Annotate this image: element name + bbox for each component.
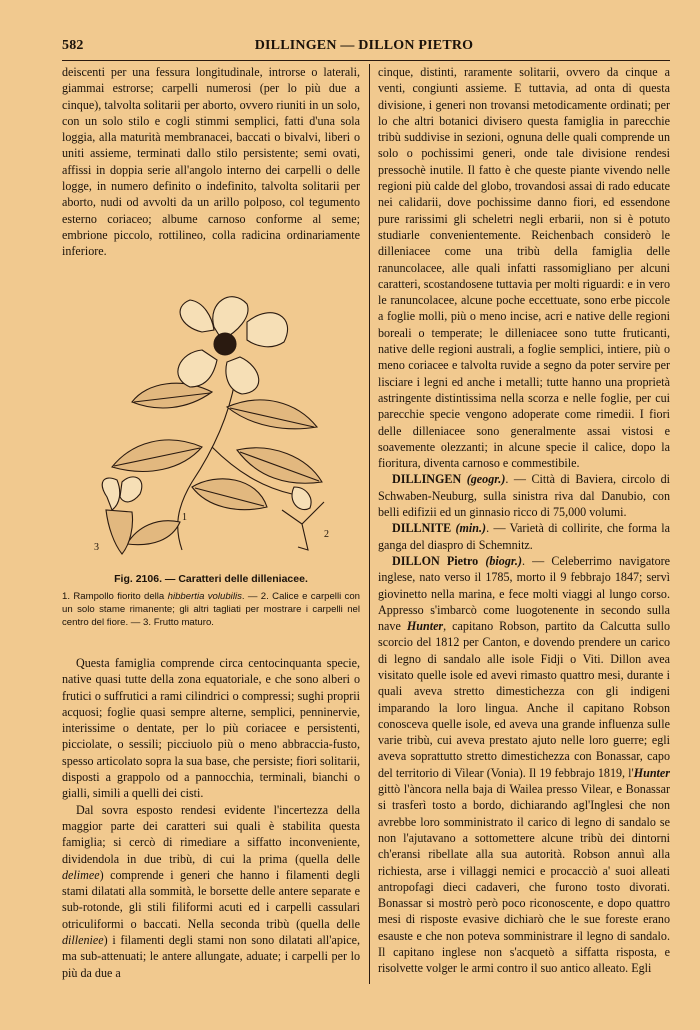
entry-tag: (geogr.) <box>466 472 506 487</box>
paragraph: deiscenti per una fessura longitudinale, introrse o laterali, giammai estrorse; carpelli numerosi (per lo più due a cinque), talvolta solitarii per aborto, ovvero riuniti in un solo, con un solo stilo e cogli stimmi semplici, fatti d'una sola loggia, alla maturità membranacei, baccati o bivalvi, liberi o uniti assieme, terminati dallo stilo persistente; semi ovati, affissi in doppia serie all'angolo interno dei carpelli o delle logge, in numero definito o indefinito, talvolta solitarii per aborto, nudi od avvolti da un arillo polposo, col tegumento esterno coriaceo; albume carnoso conforme al seme; embrione piccolo, rottilineo, colla radicina ordinariamente inferiore. <box>62 65 360 259</box>
left-column-top <box>62 64 360 260</box>
text-run: Dal sovra esposto rendesi evidente l'incertezza della maggior parte dei caratteri sui quali è stabilita questa famiglia; si cercò di rimediare a siffatto inconveniente, dividendola in due tribù, di cui la prima (quella delle <box>62 802 360 866</box>
text-run: ) i filamenti degli stami non sono dilatati all'apice, ma sub-attenuati; le antere allungate, aduate; i carpelli per lo più da due a <box>62 933 360 980</box>
entry-text: . — Varietà di collirite, che forma la ganga del diaspro di Schemnitz. <box>378 521 670 552</box>
term-dilleniee: dilleniee <box>62 933 104 948</box>
figure-label-3: 3 <box>94 542 99 553</box>
paragraph: cinque, distinti, raramente solitarii, ovvero da cinque a venti, congiunti assieme. E tuttavia, ad onta di questa divisione, i generi non trovansi metodicamente ordinati; per lo che altri botanici divisero questa famiglia in parecchie tribù suddivise in sezioni, ognuna delle quali comprende un solo o pochissimi generi, onde tale divisione rendesi pressochè inutile. Il fatto è che queste piante vivendo nelle regioni più calde del globo, trovandosi assai di rado educate nei calidarii, dove pochissime danno fiori, ed essendone pure rarissimi gli scheletri negli erbarii, non si è potuto studiarle convenientemente. Reichenbach considerò le dilleniacee come una tribù della famiglia delle ranuncolacee, alle quali infatti rassomigliano per alcuni caratteri, scostandosene tuttavia per molti riguardi: e in vero le ranuncolacee, alcune poche eccettuate, sono erbe piccole a foglie molli, più o meno incise, acri e native delle regioni boreali o temperate; le dilleniacee sono tutte fruticanti, native delle regioni australi, a foglie semplici, intiere, più o meno coriacee e talvolta ruvide a segno da poter servire per lisciare i legni ed anche i metalli; tutte hanno una proprietà astringente distintissima nella scorza e nelle foglie, per cui parecchie specie vengono adoperate come rimedii. I fiori delle dilleniacee sono generalmente assai vistosi e soavemente olezzanti; in alcune specie il calice, dopo la fioritura, diventa carnoso e commestibile. <box>378 65 670 471</box>
entry-text: gittò l'àncora nella baja di Wailea presso Vilear, e Bonassar si trasferì tosto a bordo, dichiarando agl'Inglesi che non avrebbe loro somministrato il carico di legno di sandalo se non l'ajutavano a sottomettere alcune tribù dei dintorni ch'eransi ribellate alla sua autorità. Robson annuì alla richiesta, arse i villaggi nemici e procacciò a' suoi alleati antropofagi dieci cadaveri, che furono tosto divorati. Bonassar si mostrò però poco riconoscente, e dopo quattro mesi di risposte evasive dichiarò che le sue foreste erano esauste e che non poteva somministrare il legno di sandalo. Il capitano inglese non s'acquetò a siffatta risposta, e risolvette volger le armi contro il suo antico alleato. Egli <box>378 782 670 976</box>
page-header <box>62 36 666 56</box>
figure-legend <box>62 590 360 629</box>
entry-dillingen <box>378 471 670 520</box>
right-column <box>378 64 670 977</box>
term-delimee: delimee <box>62 867 100 882</box>
header-rule <box>62 60 670 61</box>
paragraph: Questa famiglia comprende circa centocinquanta specie, native quasi tutte della zona equatoriale, e che sono alberi o frutici o suffrutici a rami cilindrici o compressi; sughi proprii acquosi; foglie quasi sempre alterne, semplici, penninervie, interissime o dentate, per lo più coriacee e persistenti, picciolate, o sessili; picciuolo più o meno abbraccia-fusto, spesso articolato sopra la sua base, che persiste; fiori solitarii, disposti a grappolo od a pannocchia, terminali, bianchi o gialli, simili a quelli dei cisti. <box>62 656 360 801</box>
entry-term: DILLON Pietro <box>392 553 479 568</box>
entry-text: . — Celeberrimo navigatore inglese, nato verso il 1785, morto il 9 febbrajo 1847; servì giovinetto nella marina, e fece molti viaggi al lungo corso. Appresso s'imbarcò come luogotenente in secondo sulla nave <box>378 553 671 634</box>
figure-label-1: 1 <box>182 512 187 523</box>
legend-text: 1. Rampollo fiorito della <box>62 591 168 602</box>
entry-text: , capitano Robson, partito da Calcutta sullo scorcio del 1812 per Canton, e dovendo prendere un carico di legno di sandalo alle isole Fidji o Viti. Dillon avea visitato quelle isole ed avevi rimasto quattro mesi, durante i quali aveva stretto dimestichezza con gli indigeni imparando la loro lingua. Anche il capitano Robson conosceva quelle isole, ed aveva una grande influenza sulle varie tribù, cui aveva prestato ajuto nelle loro guerre; egli aveva soprattutto stretto dimestichezza con Bonassar, capo del territorio di Vilear (Vonia). Il 19 febbrajo 1819, l' <box>378 619 670 780</box>
page-number: 582 <box>62 38 84 53</box>
figure-caption: Fig. 2106. — Caratteri delle dilleniacee. <box>114 573 308 585</box>
figure-label-2: 2 <box>324 529 329 540</box>
legend-species: hibbertia volubilis <box>167 591 242 602</box>
entry-text: . — Città di Baviera, circolo di Schwaben-Neuburg, sulla sinistra riva dal Danubio, con belli edifizii ed un ginnasio ricco di 75,000 volumi. <box>378 472 670 520</box>
entry-dillnite <box>378 520 670 553</box>
column-divider <box>369 64 370 984</box>
left-column-bottom <box>62 655 360 981</box>
text-run: ) comprende i generi che hanno i filamenti degli stami dilatati alla sommità, le borsette delle antere separate e sub-rotonde, gli stili filiformi acuti ed i carpelli cassulari otriculiformi o baccati. Nella seconda tribù (quella delle <box>62 867 360 931</box>
entry-term: DILLNITE <box>392 521 452 536</box>
ship-name: Hunter <box>406 619 444 634</box>
entry-dillon-pietro <box>378 553 670 977</box>
paragraph <box>62 802 360 981</box>
entry-tag: (biogr.) <box>485 553 522 568</box>
legend-text: . — 2. Calice e carpelli con un solo stame rimanente; gli altri tagliati per mostrare i carpelli nel centro del fiore. — 3. Frutto maturo. <box>62 591 361 628</box>
ship-name: Hunter <box>633 765 670 780</box>
running-title: DILLINGEN — DILLON PIETRO <box>254 38 474 53</box>
entry-term: DILLINGEN <box>392 472 462 487</box>
botanical-illustration <box>62 282 360 568</box>
entry-tag: (min.) <box>455 521 487 536</box>
